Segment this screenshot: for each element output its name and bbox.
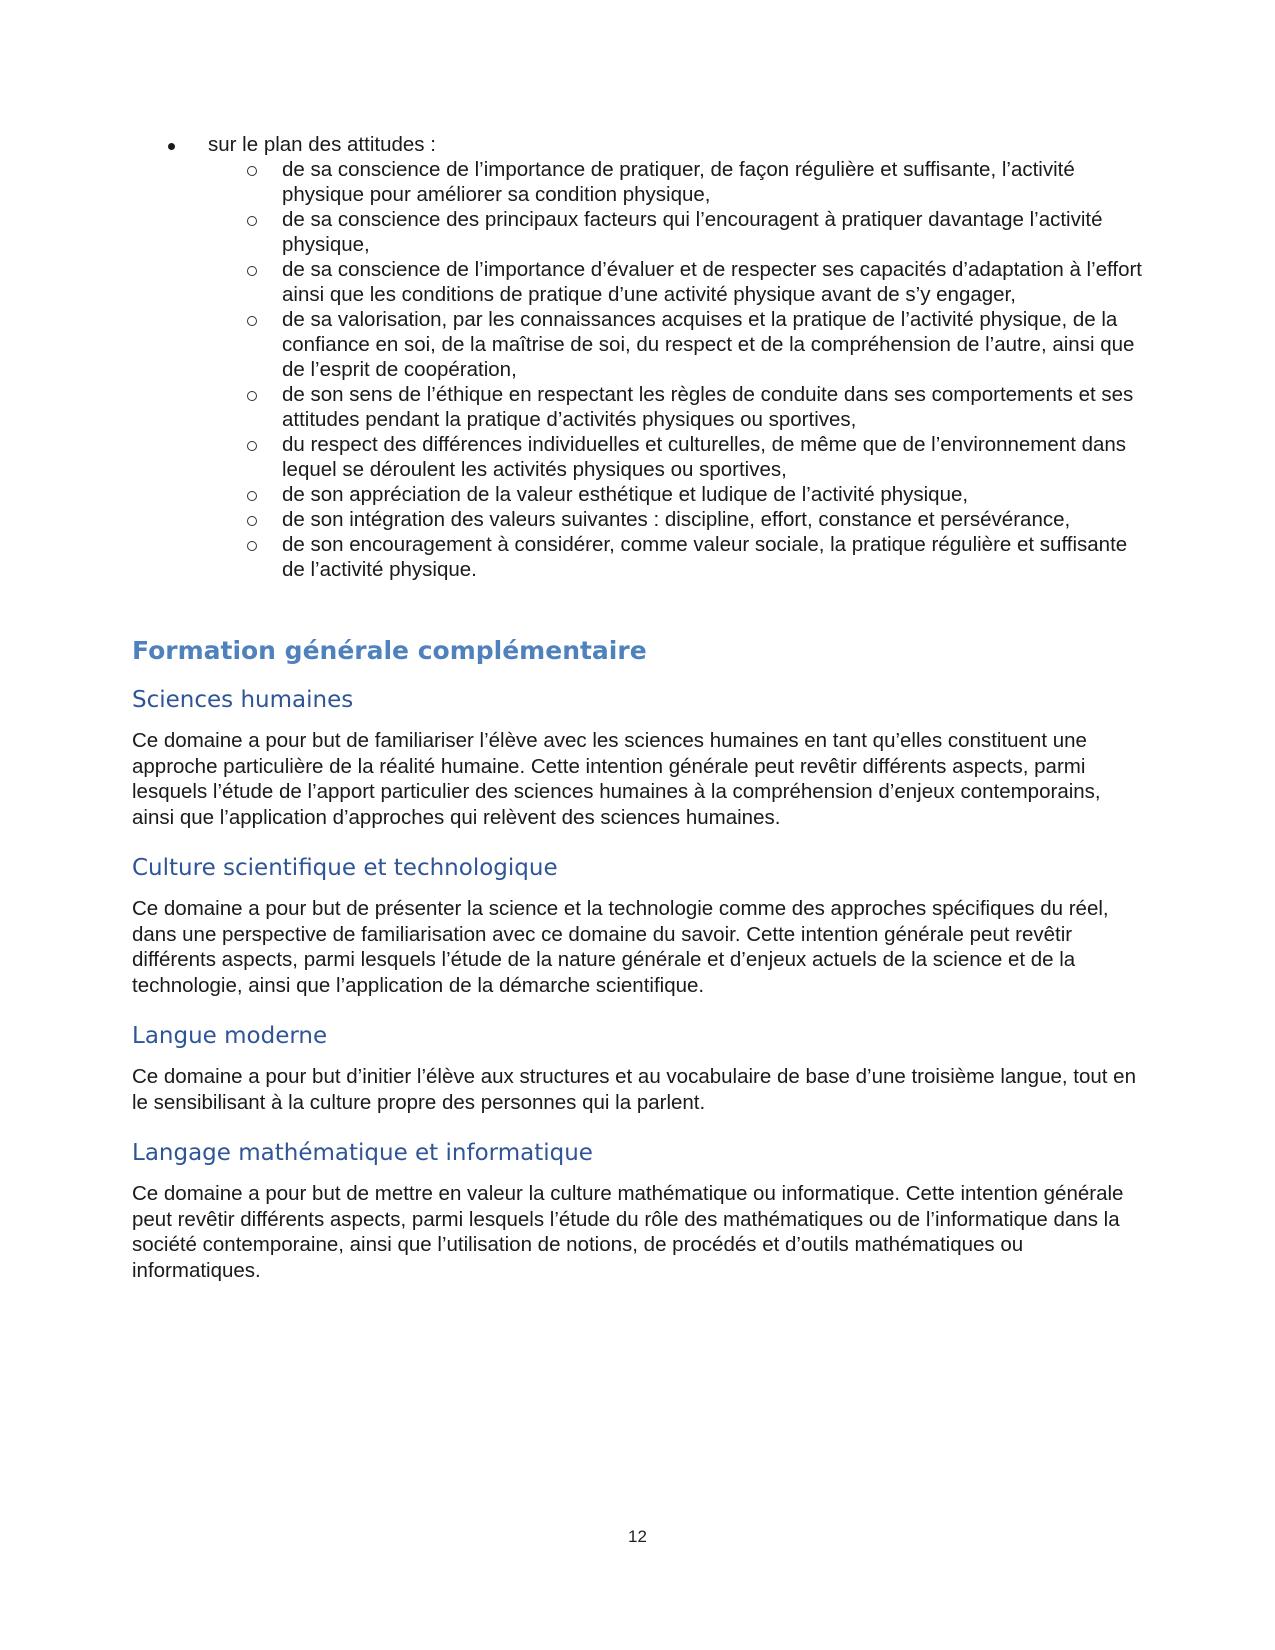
list-item-text: de sa conscience de l’importance de pratiquer, de façon régulière et suffisante, l’activité physique pour améliorer sa condition physique, bbox=[282, 158, 1075, 206]
list-item-text: de son intégration des valeurs suivantes : discipline, effort, constance et persévérance, bbox=[282, 508, 1071, 531]
list-item bbox=[282, 207, 1142, 257]
subsection-heading-culture-scientifique: Culture scientifique et technologique bbox=[132, 855, 558, 881]
subsection-heading-langue-moderne: Langue moderne bbox=[132, 1023, 328, 1049]
list-item bbox=[282, 307, 1142, 382]
page-content bbox=[132, 132, 1142, 1283]
list-item-text: de son encouragement à considérer, comme valeur sociale, la pratique régulière et suffisante de l’activité physique. bbox=[282, 533, 1128, 581]
list-item-text: de sa conscience de l’importance d’évaluer et de respecter ses capacités d’adaptation à l’effort ainsi que les conditions de pratique d’une activité physique avant de s’y engager, bbox=[282, 258, 1142, 306]
circle-bullet-icon bbox=[247, 391, 257, 401]
circle-bullet-icon bbox=[247, 316, 257, 326]
list-item-text: de sa valorisation, par les connaissances acquises et la pratique de l’activité physique, de la confiance en soi, de la maîtrise de soi, du respect et de la compréhension de l’autre, ainsi que de l’esprit de coopération, bbox=[282, 308, 1135, 381]
list-item-text: de sa conscience des principaux facteurs qui l’encouragent à pratiquer davantage l’activité physique, bbox=[282, 208, 1103, 256]
list-item bbox=[282, 482, 1142, 507]
attitudes-bullet bbox=[132, 132, 1142, 157]
circle-bullet-icon bbox=[247, 166, 257, 176]
circle-bullet-icon bbox=[247, 266, 257, 276]
subsection-text-culture-scientifique: Ce domaine a pour but de présenter la science et la technologie comme des approches spécifiques du réel, dans une perspective de familiarisation avec ce domaine du savoir. Cette intention générale peut revêtir différents aspects, parmi lesquels l’étude de la nature générale et d’enjeux actuels de la science et de la technologie, ainsi que l’application de la démarche scientifique. bbox=[132, 897, 1109, 997]
list-item bbox=[282, 532, 1142, 582]
list-item bbox=[282, 382, 1142, 432]
list-item-text: de son appréciation de la valeur esthétique et ludique de l’activité physique, bbox=[282, 483, 969, 506]
subsection-text-langue-moderne: Ce domaine a pour but d’initier l’élève aux structures et au vocabulaire de base d’une troisième langue, tout en le sensibilisant à la culture propre des personnes qui la parlent. bbox=[132, 1065, 1136, 1114]
list-item-text: de son sens de l’éthique en respectant les règles de conduite dans ses comportements et ses attitudes pendant la pratique d’activités physiques ou sportives, bbox=[282, 383, 1134, 431]
subsection-text-langage-mathematique: Ce domaine a pour but de mettre en valeur la culture mathématique ou informatique. Cette intention générale peut revêtir différents aspects, parmi lesquels l’étude du rôle des mathématiques ou de l’informatique dans la société contemporaine, ainsi que l’utilisation de notions, de procédés et d’outils mathématiques ou informatiques. bbox=[132, 1182, 1124, 1282]
section-title: Formation générale complémentaire bbox=[132, 636, 647, 665]
subsection-heading-sciences-humaines: Sciences humaines bbox=[132, 687, 354, 713]
circle-bullet-icon bbox=[247, 491, 257, 501]
subsection-heading-langage-mathematique: Langage mathématique et informatique bbox=[132, 1140, 593, 1166]
circle-bullet-icon bbox=[247, 216, 257, 226]
subsection-text-sciences-humaines: Ce domaine a pour but de familiariser l’élève avec les sciences humaines en tant qu’elles constituent une approche particulière de la réalité humaine. Cette intention générale peut revêtir différents aspects, parmi lesquels l’étude de l’apport particulier des sciences humaines à la compréhension d’enjeux contemporains, ainsi que l’application d’approches qui relèvent des sciences humaines. bbox=[132, 729, 1101, 829]
bullet-dot-icon bbox=[168, 143, 175, 150]
page-number: 12 bbox=[628, 1527, 647, 1546]
list-item-text: du respect des différences individuelles et culturelles, de même que de l’environnement dans lequel se déroulent les activités physiques ou sportives, bbox=[282, 433, 1127, 481]
circle-bullet-icon bbox=[247, 541, 257, 551]
circle-bullet-icon bbox=[247, 516, 257, 526]
list-item bbox=[282, 432, 1142, 482]
attitudes-lead: sur le plan des attitudes : bbox=[208, 133, 436, 156]
circle-bullet-icon bbox=[247, 441, 257, 451]
list-item bbox=[282, 157, 1142, 207]
list-item bbox=[282, 257, 1142, 307]
attitudes-list bbox=[132, 157, 1142, 582]
list-item bbox=[282, 507, 1142, 532]
